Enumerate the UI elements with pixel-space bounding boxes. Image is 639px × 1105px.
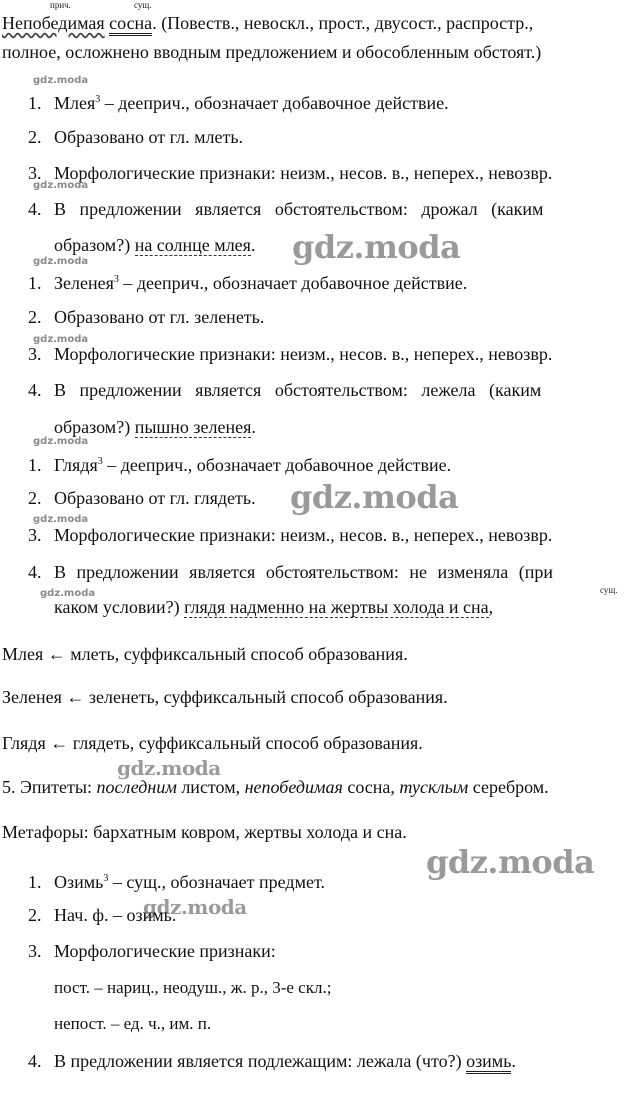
item-text: Образовано от гл. зеленеть. [54,307,265,327]
watermark-small: gdz.moda [33,256,89,267]
item-text: каком условии?) [54,597,185,617]
ozim-item-2 [28,904,176,926]
underlined-circumstance: на солнце млея [134,235,251,255]
item-number: 4. [28,380,42,400]
epithet: последним [96,777,177,797]
watermark-large: gdz.moda [426,843,595,881]
item-text: – сущ., обозначает предмет. [108,872,325,892]
tag-participle: прич. [50,0,71,10]
item-number: 1. [28,93,42,113]
watermark-small: gdz.moda [33,75,89,86]
item-text: Образовано от гл. млеть. [54,127,244,147]
glyadya-item-1 [28,451,451,476]
item-text: В предложении является подлежащим: лежала (что?) [54,1051,467,1071]
item-word: Млея [54,93,96,113]
derivation-line: Млея ← млеть, суффиксальный способ образования. [2,644,408,664]
item-number: 2. [28,127,42,147]
mleya-item-4-cont [54,234,255,256]
item-text: . [250,235,256,255]
mleya-item-1 [28,89,449,114]
epithet: непобедимая [244,777,343,797]
underlined-circumstance: глядя надменно на жертвы холода и сна [184,597,489,617]
item-sup: 3 [97,456,103,467]
watermark-small: gdz.moda [33,334,89,345]
header-rest: . (Повеств., невоскл., прост., двусост., распростр., [152,13,534,33]
item-text: В предложении является обстоятельством: не изменяла (при [54,562,553,582]
item-number: 1. [28,273,42,293]
item-text: , [488,597,494,617]
item-number: 3. [28,525,42,545]
derivation-line: Зеленея ← зеленеть, суффиксальный способ образования. [2,687,448,707]
watermark-small: gdz.moda [33,180,89,191]
item-text: В предложении является обстоятельством: дрожал (каким [54,199,544,219]
derivation-line: Глядя ← глядеть, суффиксальный способ образования. [2,733,423,753]
zeleneya-item-1 [28,269,467,294]
item-sup: 3 [113,274,119,285]
tag-noun: сущ. [600,585,618,595]
item-text: образом?) [54,235,135,255]
underlined-subject: озимь [466,1051,511,1074]
metaphors-line: Метафоры: бархатным ковром, жертвы холода и сна. [2,822,407,842]
zeleneya-item-3 [28,343,552,365]
item-number: 4. [28,1051,42,1071]
item-number: 1. [28,872,42,892]
ozim-item-3 [28,940,276,962]
item-word: Глядя [54,455,98,475]
item-text: . [511,1051,516,1071]
epithets-line [2,776,549,798]
epithets-text: серебром. [468,777,549,797]
item-text: Морфологические признаки: неизм., несов. в., неперех., невозвр. [54,163,553,183]
item-number: 3. [28,941,42,961]
item-text: Морфологические признаки: [54,941,276,961]
item-text: . [251,417,256,437]
glyadya-item-4 [28,561,553,583]
epithets-text: сосна, [342,777,400,797]
item-number: 4. [28,199,42,219]
zeleneya-item-2 [28,306,264,328]
item-text: образом?) [54,417,135,437]
item-number: 3. [28,163,42,183]
item-sup: 3 [95,94,101,105]
item-number: 2. [28,307,42,327]
item-number: 2. [28,488,42,508]
item-number: 3. [28,344,42,364]
ozim-item-3-const: пост. – нариц., неодуш., ж. р., 3-е скл.; [54,978,332,997]
item-text: В предложении является обстоятельством: лежела (каким [54,380,542,400]
epithets-prefix: 5. Эпитеты: [2,777,97,797]
watermark-small: gdz.moda [33,436,89,447]
mleya-item-3 [28,162,552,184]
item-number: 2. [28,905,42,925]
zeleneya-item-4 [28,379,541,401]
glyadya-item-4-cont [54,596,493,618]
mleya-item-2 [28,126,243,148]
item-text: – дееприч., обозначает добавочное действие. [102,455,452,475]
item-text: – дееприч., обозначает добавочное действие. [100,93,449,113]
watermark-large: gdz.moda [117,756,221,780]
item-text: Образовано от гл. глядеть. [54,488,256,508]
zeleneya-item-4-cont [54,416,256,438]
item-number: 1. [28,455,42,475]
epithet: тусклым [399,777,469,797]
item-text: Нач. ф. – озимь. [54,905,177,925]
item-sup: 3 [103,873,109,884]
glyadya-item-3 [28,524,552,546]
ozim-item-1 [28,868,325,893]
ozim-item-4 [28,1050,516,1072]
item-word: Зеленея [54,273,114,293]
watermark-small: gdz.moda [33,514,89,525]
item-word: Озимь [54,872,104,892]
header-line-1 [2,12,533,34]
watermark-small: gdz.moda [40,588,96,599]
tag-noun: сущ. [134,0,152,10]
mleya-item-4 [28,198,635,220]
word-sosna: сосна [109,13,152,36]
watermark-large: gdz.moda [290,478,459,516]
underlined-circumstance: пышно зеленея [134,417,252,437]
item-text: Морфологические признаки: неизм., несов. в., неперех., невозвр. [54,344,553,364]
watermark-large: gdz.moda [143,895,247,919]
item-number: 4. [28,562,42,582]
glyadya-item-2 [28,487,256,509]
watermark-large: gdz.moda [292,228,461,266]
ozim-item-3-var: непост. – ед. ч., им. п. [54,1014,212,1033]
epithets-text: листом, [176,777,245,797]
item-text: Морфологические признаки: неизм., несов. в., неперех., невозвр. [54,525,553,545]
word-nepobedimaya: Непобедимая [2,13,105,33]
header-line-2: полное, осложнено вводным предложением и обособленным обстоят.) [2,42,542,62]
item-text: – дееприч., обозначает добавочное действие. [118,273,468,293]
